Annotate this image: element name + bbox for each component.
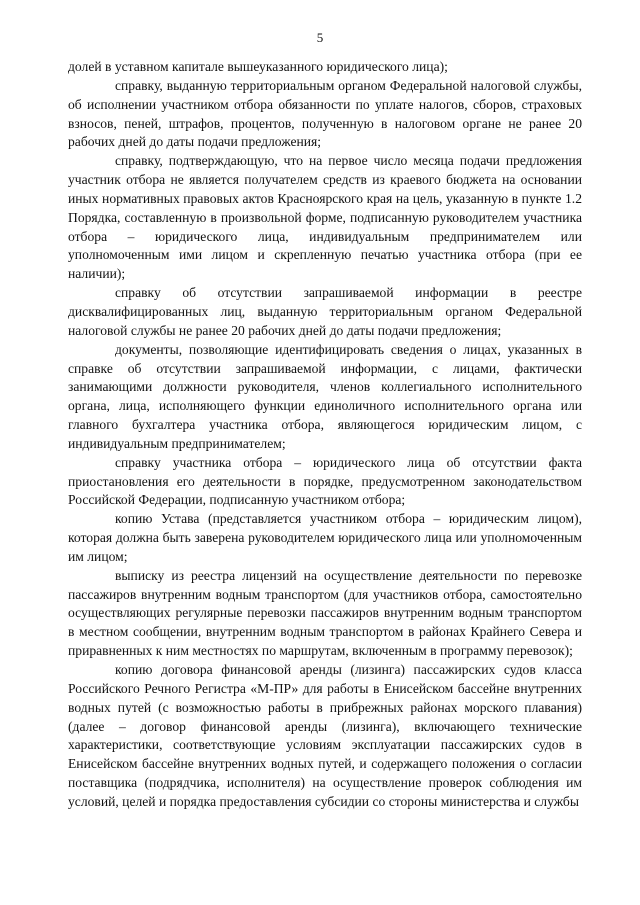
paragraph-shares-continuation: долей в уставном капитале вышеуказанного юридического лица); <box>68 59 448 74</box>
page-number: 5 <box>316 30 324 45</box>
paragraph-identification-documents: документы, позволяющие идентифицировать сведения о лицах, указанных в справке об отсутствии запрашиваемой информации, с лицами, фактически занимающими должности руководителя, членов коллегиального исполнительного органа, лица, исполняющего функции единоличного исполнительного органа или главного бухгалтера участника отбора, являющегося юридическим лицом, с индивидуальным предпринимателем; <box>68 341 582 451</box>
paragraph-leasing-agreement: копию договора финансовой аренды (лизинга) пассажирских судов класса Российского Речного Регистра «М-ПР» для работы в Енисейском бассейне внутренних водных путей (с возможностью работы в прибрежных районах морского плавания) (далее – договор финансовой аренды (лизинга), включающего технические характеристики, соответствующие условиям эксплуатации пассажирских судов в Енисейском бассейне внутренних водных путей, и содержащего положения о согласии поставщика (подрядчика, исполнителя) на осуществление проверок соблюдения им условий, целей и порядка предоставления субсидии со стороны министерства и службы <box>68 662 582 809</box>
paragraph-tax-certificate: справку, выданную территориальным органом Федеральной налоговой службы, об исполнении участником отбора обязанности по уплате налогов, сборов, страховых взносов, пеней, штрафов, процентов, полученную в налоговом органе не ранее 20 рабочих дней до даты подачи предложения; <box>68 77 582 150</box>
document-body <box>68 58 582 812</box>
paragraph-charter-copy: копию Устава (представляется участником отбора – юридическим лицом), которая должна быть заверена руководителем юридического лица или уполномоченным им лицом; <box>68 511 582 564</box>
paragraph-no-budget-funds-certificate: справку, подтверждающую, что на первое число месяца подачи предложения участник отбора не является получателем средств из краевого бюджета на основании иных нормативных правовых актов Красноярского края на цель, указанную в пункте 1.2 Порядка, составленную в произвольной форме, подписанную руководителем участника отбора – юридического лица, индивидуальным предпринимателем или уполномоченным ими лицом и скрепленную печатью участника отбора (при ее наличии); <box>68 153 582 282</box>
paragraph-disqualified-persons-certificate: справку об отсутствии запрашиваемой информации в реестре дисквалифицированных лиц, выданную территориальным органом Федеральной налоговой службы не ранее 20 рабочих дней до даты подачи предложения; <box>68 285 582 338</box>
paragraph-license-extract: выписку из реестра лицензий на осуществление деятельности по перевозке пассажиров внутренним водным транспортом (для участников отбора, самостоятельно осуществляющих регулярные перевозки пассажиров внутренним водным транспортом в местном сообщении, внутренним водным транспортом в районах Крайнего Севера и приравненных к ним местностях по маршрутам, включенным в программу перевозок); <box>68 567 582 659</box>
paragraph-no-suspension-certificate: справку участника отбора – юридического лица об отсутствии факта приостановления его деятельности в порядке, предусмотренном законодательством Российской Федерации, подписанную участником отбора; <box>68 454 582 508</box>
